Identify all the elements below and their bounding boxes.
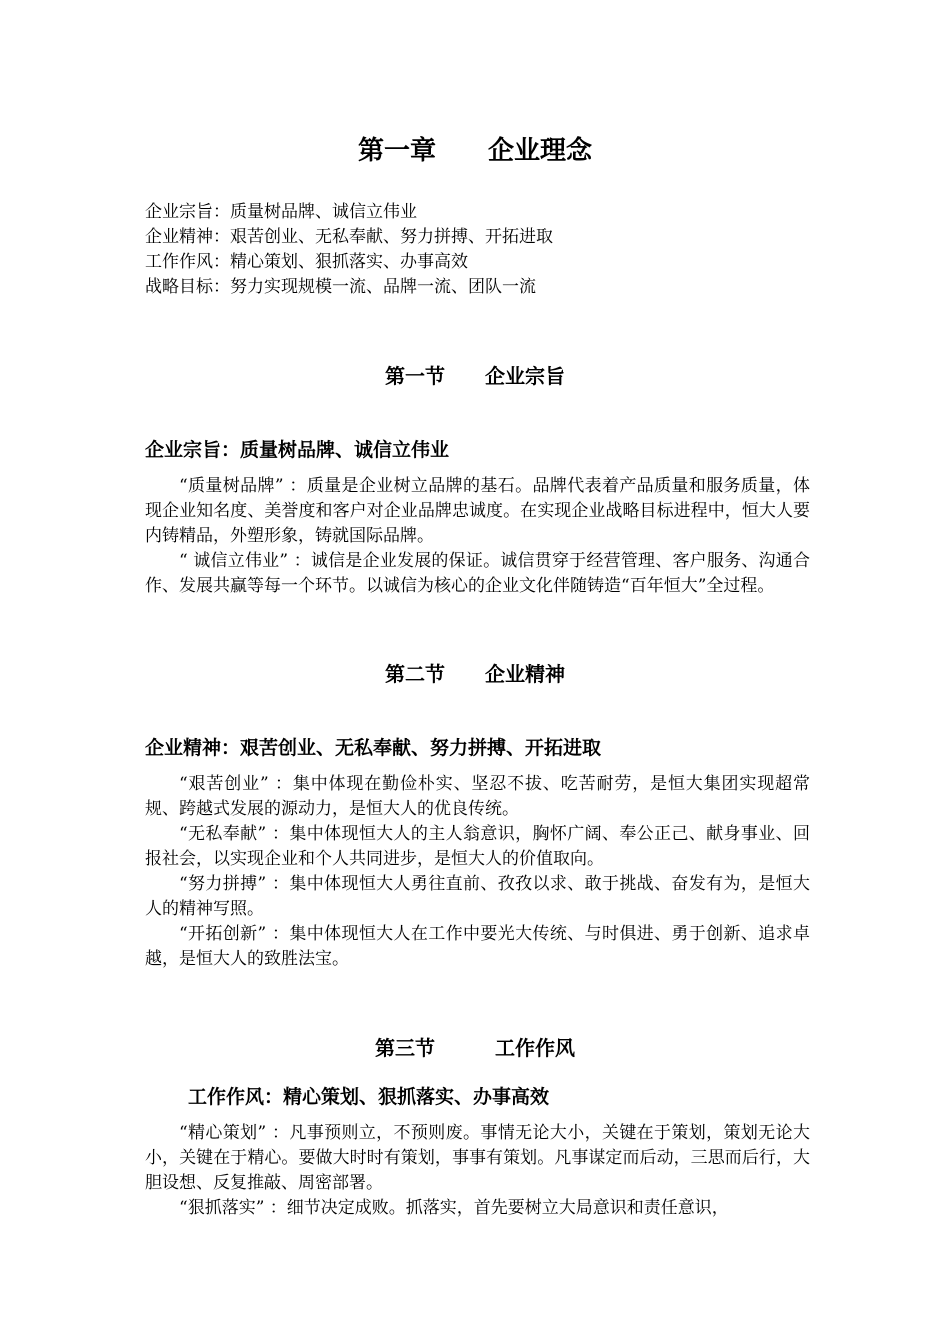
section-heading-2: 企业精神：艰苦创业、无私奉献、努力拼搏、开拓进取 [145,737,602,759]
summary-line-mission: 企业宗旨：质量树品牌、诚信立伟业 [145,202,417,222]
principles-summary [145,200,553,300]
summary-line-spirit: 企业精神：艰苦创业、无私奉献、努力拼搏、开拓进取 [145,227,553,247]
summary-line-strategic-goal: 战略目标：努力实现规模一流、品牌一流、团队一流 [145,277,536,297]
paragraph: “努力拼搏” ：集中体现恒大人勇往直前、孜孜以求、敢于挑战、奋发有为，是恒大人的精神写照。 [145,874,810,919]
paragraph: “狠抓落实” ：细节决定成败。抓落实，首先要树立大局意识和责任意识， [179,1198,729,1218]
section-title-1: 第一节 企业宗旨 [385,364,565,388]
section-body-2 [145,772,810,972]
paragraph: “精心策划” ：凡事预则立，不预则废。事情无论大小，关键在于策划，策划无论大小，关键在于精心。要做大时时有策划，事事有策划。凡事谋定而后动，三思而后行，大胆设想、反复推敲、周密部署。 [145,1123,810,1193]
paragraph: “ 诚信立伟业” ：诚信是企业发展的保证。诚信贯穿于经营管理、客户服务、沟通合作、发展共赢等每一个环节。以诚信为核心的企业文化伴随铸造“百年恒大”全过程。 [145,551,810,596]
section-body-3 [145,1121,810,1221]
section-heading-3: 工作作风：精心策划、狠抓落实、办事高效 [188,1086,550,1108]
paragraph: “开拓创新” ：集中体现恒大人在工作中要光大传统、与时俱进、勇于创新、追求卓越，是恒大人的致胜法宝。 [145,924,810,969]
paragraph: “艰苦创业” ：集中体现在勤俭朴实、坚忍不拔、吃苦耐劳，是恒大集团实现超常规、跨越式发展的源动力，是恒大人的优良传统。 [145,774,810,819]
section-heading-1: 企业宗旨：质量树品牌、诚信立伟业 [145,439,450,461]
summary-line-work-style: 工作作风：精心策划、狠抓落实、办事高效 [145,252,468,272]
paragraph: “质量树品牌” ：质量是企业树立品牌的基石。品牌代表着产品质量和服务质量，体现企业知名度、美誉度和客户对企业品牌忠诚度。在实现企业战略目标进程中，恒大人要内铸精品，外塑形象，铸就国际品牌。 [145,476,810,546]
section-title-3: 第三节 工作作风 [375,1036,575,1060]
section-title-2: 第二节 企业精神 [385,662,565,686]
chapter-title: 第一章 企业理念 [357,136,592,166]
paragraph: “无私奉献” ：集中体现恒大人的主人翁意识，胸怀广阔、奉公正己、献身事业、回报社会，以实现企业和个人共同进步，是恒大人的价值取向。 [145,824,810,869]
section-body-1 [145,474,810,599]
